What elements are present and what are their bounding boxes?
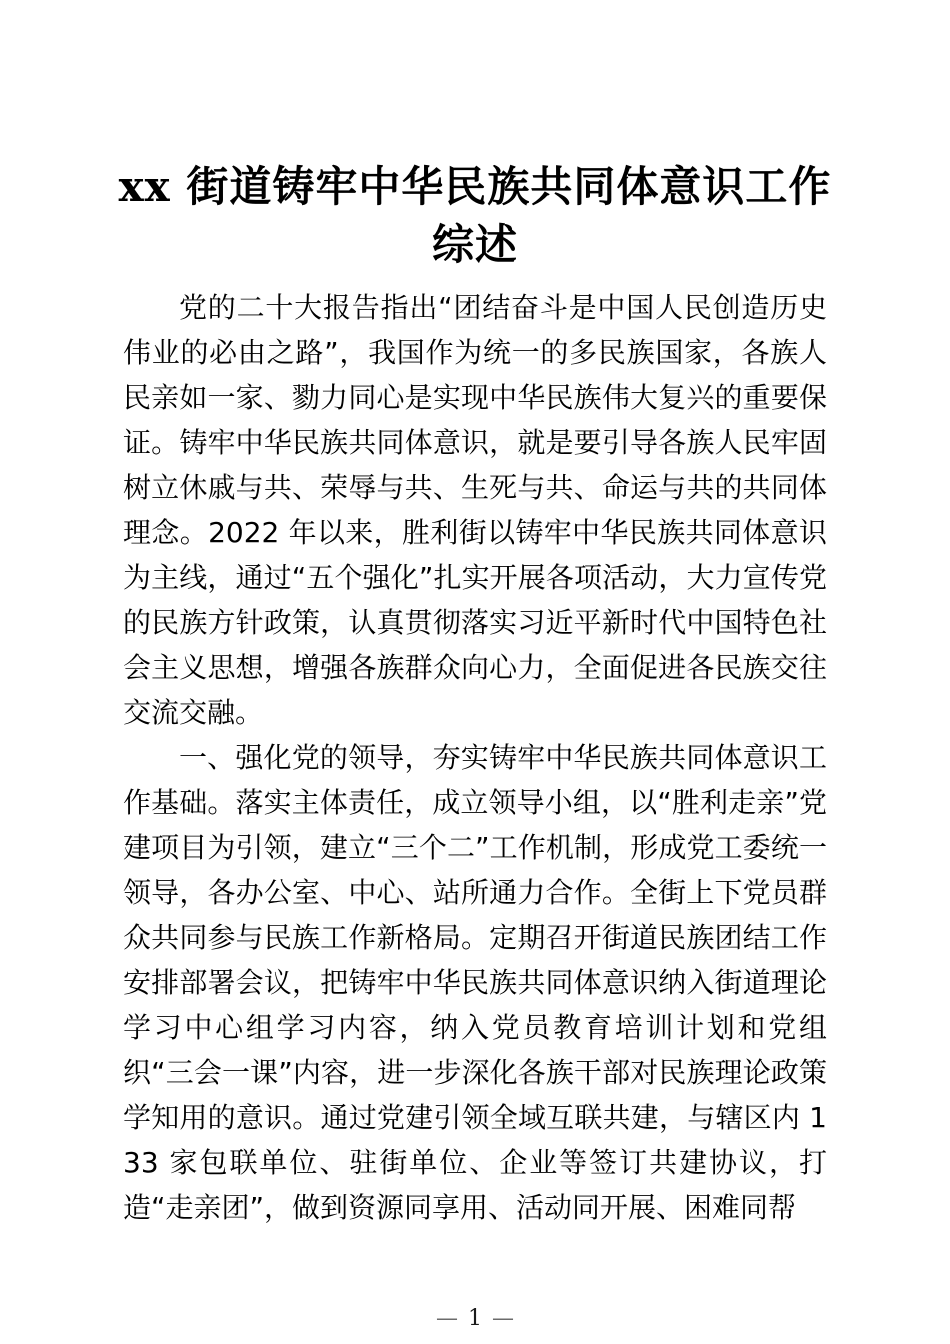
footer-left-dash: — xyxy=(436,1306,458,1331)
document-title-line-1: xx 街道铸牢中华民族共同体意识工作 xyxy=(118,162,832,211)
page-number: 1 xyxy=(468,1306,482,1331)
page-footer xyxy=(0,1306,950,1332)
paragraph-section-1: 一、强化党的领导，夯实铸牢中华民族共同体意识工作基础。落实主体责任，成立领导小组，以“胜利走亲”党建项目为引领，建立“三个二”工作机制，形成党工委统一领导，各办公室、中心、站所通力合作。全街上下党员群众共同参与民族工作新格局。定期召开街道民族团结工作安排部署会议，把铸牢中华民族共同体意识纳入街道理论学习中心组学习内容，纳入党员教育培训计划和党组织“三会一课”内容，进一步深化各族干部对民族理论政策学知用的意识。通过党建引领全域互联共建，与辖区内 133 家包联单位、驻街单位、企业等签订共建协议，打造“走亲团”，做到资源同享用、活动同开展、困难同帮 xyxy=(123,741,827,1224)
paragraph-intro: 党的二十大报告指出“团结奋斗是中国人民创造历史伟业的必由之路”，我国作为统一的多民族国家，各族人民亲如一家、勠力同心是实现中华民族伟大复兴的重要保证。铸牢中华民族共同体意识，就是要引导各族人民牢固树立休戚与共、荣辱与共、生死与共、命运与共的共同体理念。2022 年以来，胜利街以铸牢中华民族共同体意识为主线，通过“五个强化”扎实开展各项活动，大力宣传党的民族方针政策，认真贯彻落实习近平新时代中国特色社会主义思想，增强各族群众向心力，全面促进各民族交往交流交融。 xyxy=(123,291,827,729)
document-title xyxy=(80,158,870,274)
footer-right-dash: — xyxy=(492,1306,514,1331)
document-body xyxy=(123,285,827,1230)
document-title-line-2: 综述 xyxy=(431,220,518,269)
